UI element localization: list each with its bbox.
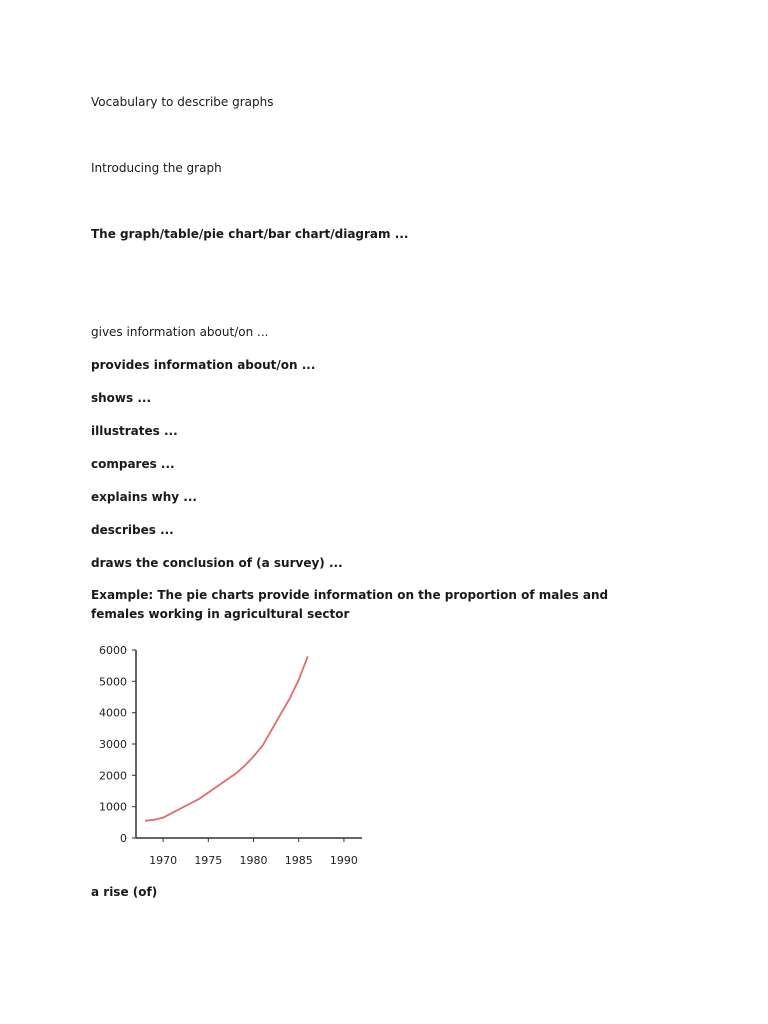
phrase-item: explains why ... xyxy=(91,490,197,504)
y-tick-label: 4000 xyxy=(99,706,127,720)
y-tick-label: 3000 xyxy=(99,738,127,751)
section-heading: Introducing the graph xyxy=(91,161,222,175)
series-line xyxy=(145,656,308,821)
x-tick-label: 1990 xyxy=(329,854,358,867)
x-tick-label: 1975 xyxy=(194,854,223,867)
phrase-item: gives information about/on ... xyxy=(91,325,269,339)
example-text: Example: The pie charts provide information on the proportion of males and females working in agricultural sector xyxy=(91,588,609,621)
phrase-item: compares ... xyxy=(91,457,175,471)
y-tick-label: 5000 xyxy=(99,675,127,689)
phrase-item: draws the conclusion of (a survey) ... xyxy=(91,556,343,570)
y-tick-label: 6000 xyxy=(99,644,127,657)
phrase-item: describes ... xyxy=(91,523,174,537)
phrase-item: illustrates ... xyxy=(91,424,178,438)
x-tick-label: 1980 xyxy=(239,854,268,867)
phrase-item: shows ... xyxy=(91,391,152,405)
y-tick-label: 1000 xyxy=(99,800,127,814)
x-tick-label: 1970 xyxy=(149,854,178,867)
x-tick-label: 1985 xyxy=(284,854,313,867)
caption-text: a rise (of) xyxy=(91,885,158,899)
phrase-item: provides information about/on ... xyxy=(91,358,316,372)
line-chart xyxy=(90,640,380,875)
intro-phrase: The graph/table/pie chart/bar chart/diagram ... xyxy=(91,227,409,241)
y-tick-label: 0 xyxy=(120,832,127,845)
document-title: Vocabulary to describe graphs xyxy=(91,95,274,109)
y-tick-label: 2000 xyxy=(99,769,127,783)
